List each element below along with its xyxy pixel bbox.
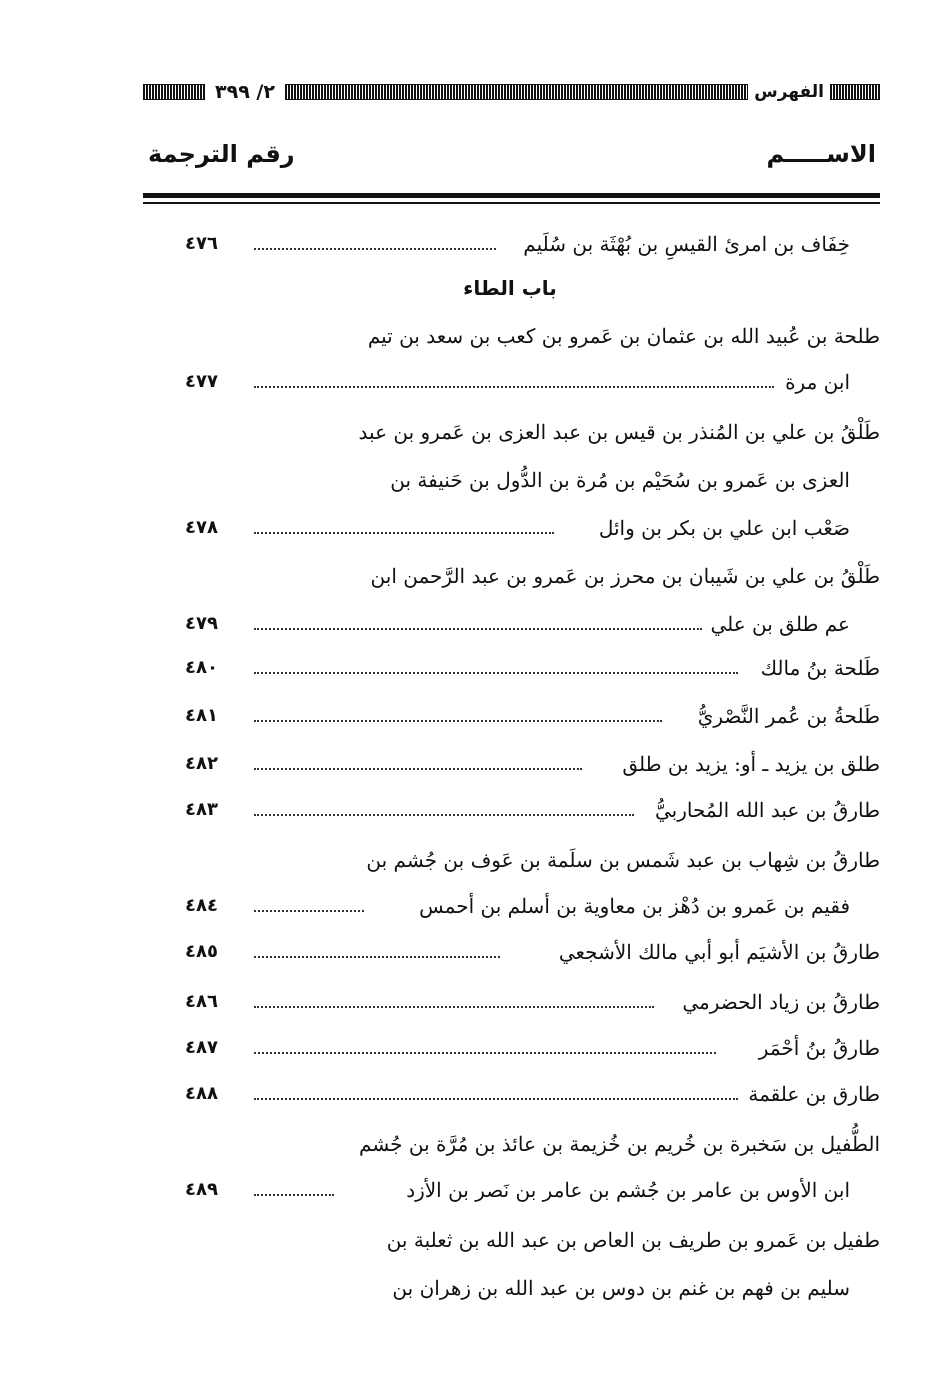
entry-name: خِفَاف بن امرئ القيسِ بن بُهْثَة بن سُلَيم bbox=[523, 232, 850, 256]
entry-name: طارقُ بن زياد الحضرمي bbox=[682, 990, 880, 1014]
entry-name: طلق بن يزيد ـ أو: يزيد بن طلق bbox=[622, 752, 880, 776]
index-entry bbox=[140, 982, 880, 1022]
entry-name: طفيل بن عَمرو بن طريف بن العاص بن عبد الله بن ثعلبة بن bbox=[386, 1228, 880, 1252]
dot-leader bbox=[254, 1098, 738, 1100]
index-entry bbox=[140, 460, 880, 500]
column-header-name: الاســـــم bbox=[766, 140, 876, 168]
index-entry bbox=[140, 508, 880, 548]
dot-leader bbox=[254, 532, 554, 534]
index-entry bbox=[140, 790, 880, 830]
dot-leader bbox=[254, 628, 702, 630]
dot-leader bbox=[254, 386, 774, 388]
entry-number: ٤٨٦ bbox=[185, 991, 218, 1012]
dot-leader bbox=[254, 814, 634, 816]
entry-name: طارقُ بنُ أحْمَر bbox=[758, 1036, 880, 1060]
index-entry bbox=[140, 1268, 880, 1308]
entry-name: العزى بن عَمرو بن سُحَيْم بن مُرة بن الدُّول بن حَنيفة بن bbox=[390, 468, 850, 492]
entry-name: الطُّفيل بن سَخبرة بن خُريم بن خُزيمة بن عائذ بن مُرَّة بن جُشم bbox=[359, 1132, 880, 1156]
header-title: الفهرس bbox=[754, 82, 824, 102]
entry-name: طَلحة بنُ مالك bbox=[760, 656, 880, 680]
header-rule-thin bbox=[143, 202, 880, 204]
dot-leader bbox=[254, 248, 496, 250]
entry-number: ٤٨٤ bbox=[185, 895, 218, 916]
index-entry bbox=[140, 1220, 880, 1260]
entry-number: ٤٨٠ bbox=[185, 657, 218, 678]
entry-name: طارقُ بن عبد الله المُحاربيُّ bbox=[655, 798, 880, 822]
index-entry bbox=[140, 556, 880, 596]
entry-number: ٤٧٧ bbox=[185, 371, 218, 392]
section-title: باب الطاء bbox=[463, 276, 557, 300]
entry-name: طلحة بن عُبيد الله بن عثمان بن عَمرو بن كعب بن سعد بن تيم bbox=[367, 324, 880, 348]
entry-number: ٤٧٦ bbox=[185, 233, 218, 254]
entry-number: ٤٨٩ bbox=[185, 1179, 218, 1200]
header-ornament-left bbox=[143, 84, 205, 100]
dot-leader bbox=[254, 720, 662, 722]
entry-name: طَلحةُ بن عُمر النَّصْريُّ bbox=[697, 704, 880, 728]
index-entry bbox=[140, 886, 880, 926]
index-entry bbox=[140, 224, 880, 264]
entry-number: ٤٨٥ bbox=[185, 941, 218, 962]
entry-number: ٤٨٨ bbox=[185, 1083, 218, 1104]
entry-name: ابن مرة bbox=[785, 370, 850, 394]
entry-name: سليم بن فهم بن غنم بن دوس بن عبد الله بن زهران بن bbox=[392, 1276, 850, 1300]
dot-leader bbox=[254, 1194, 334, 1196]
dot-leader bbox=[254, 1006, 654, 1008]
entry-number: ٤٧٨ bbox=[185, 517, 218, 538]
entry-number: ٤٨٧ bbox=[185, 1037, 218, 1058]
header-page-number: ٢/ ٣٩٩ bbox=[215, 81, 275, 103]
entry-number: ٤٨٢ bbox=[185, 753, 218, 774]
index-entry bbox=[140, 1170, 880, 1210]
dot-leader bbox=[254, 768, 582, 770]
dot-leader bbox=[254, 910, 364, 912]
entry-name: صَعْب ابن علي بن بكر بن وائل bbox=[598, 516, 850, 540]
entry-name: طارقُ بن شِهاب بن عبد شَمس بن سلَمة بن عَوف بن جُشم بن bbox=[366, 848, 880, 872]
entry-name: طارق بن علقمة bbox=[748, 1082, 880, 1106]
header-ornament-right bbox=[830, 84, 880, 100]
running-header bbox=[143, 80, 880, 104]
entry-name: فقيم بن عَمرو بن دُهْز بن معاوية بن أسلم بن أحمس bbox=[419, 894, 850, 918]
dot-leader bbox=[254, 956, 500, 958]
index-entry bbox=[140, 1028, 880, 1068]
entry-number: ٤٨١ bbox=[185, 705, 218, 726]
header-ornament-middle bbox=[285, 84, 748, 100]
index-entry bbox=[140, 1074, 880, 1114]
index-entry bbox=[140, 744, 880, 784]
index-entry bbox=[140, 932, 880, 972]
index-entry bbox=[140, 696, 880, 736]
dot-leader bbox=[254, 672, 738, 674]
entry-name: طَلْقُ بن علي بن المُنذر بن قيس بن عبد العزى بن عَمرو بن عبد bbox=[358, 420, 880, 444]
index-entry bbox=[140, 1124, 880, 1164]
entry-number: ٤٧٩ bbox=[185, 613, 218, 634]
entry-name: ابن الأوس بن عامر بن جُشم بن عامر بن نَصر بن الأزد bbox=[406, 1178, 850, 1202]
dot-leader bbox=[254, 1052, 716, 1054]
header-rule-thick bbox=[143, 193, 880, 198]
index-entry bbox=[140, 362, 880, 402]
index-entry bbox=[140, 648, 880, 688]
index-entry bbox=[140, 604, 880, 644]
entry-name: عم طلق بن علي bbox=[710, 612, 850, 636]
index-entry bbox=[140, 316, 880, 356]
entry-name: طارقُ بن الأشيَم أبو أبي مالك الأشجعي bbox=[558, 940, 880, 964]
index-entry bbox=[140, 412, 880, 452]
entry-name: طَلْقُ بن علي بن شَيبان بن محرز بن عَمرو بن عبد الرَّحمن ابن bbox=[370, 564, 880, 588]
index-entry bbox=[140, 840, 880, 880]
column-header-number: رقم الترجمة bbox=[148, 140, 295, 168]
entry-number: ٤٨٣ bbox=[185, 799, 218, 820]
